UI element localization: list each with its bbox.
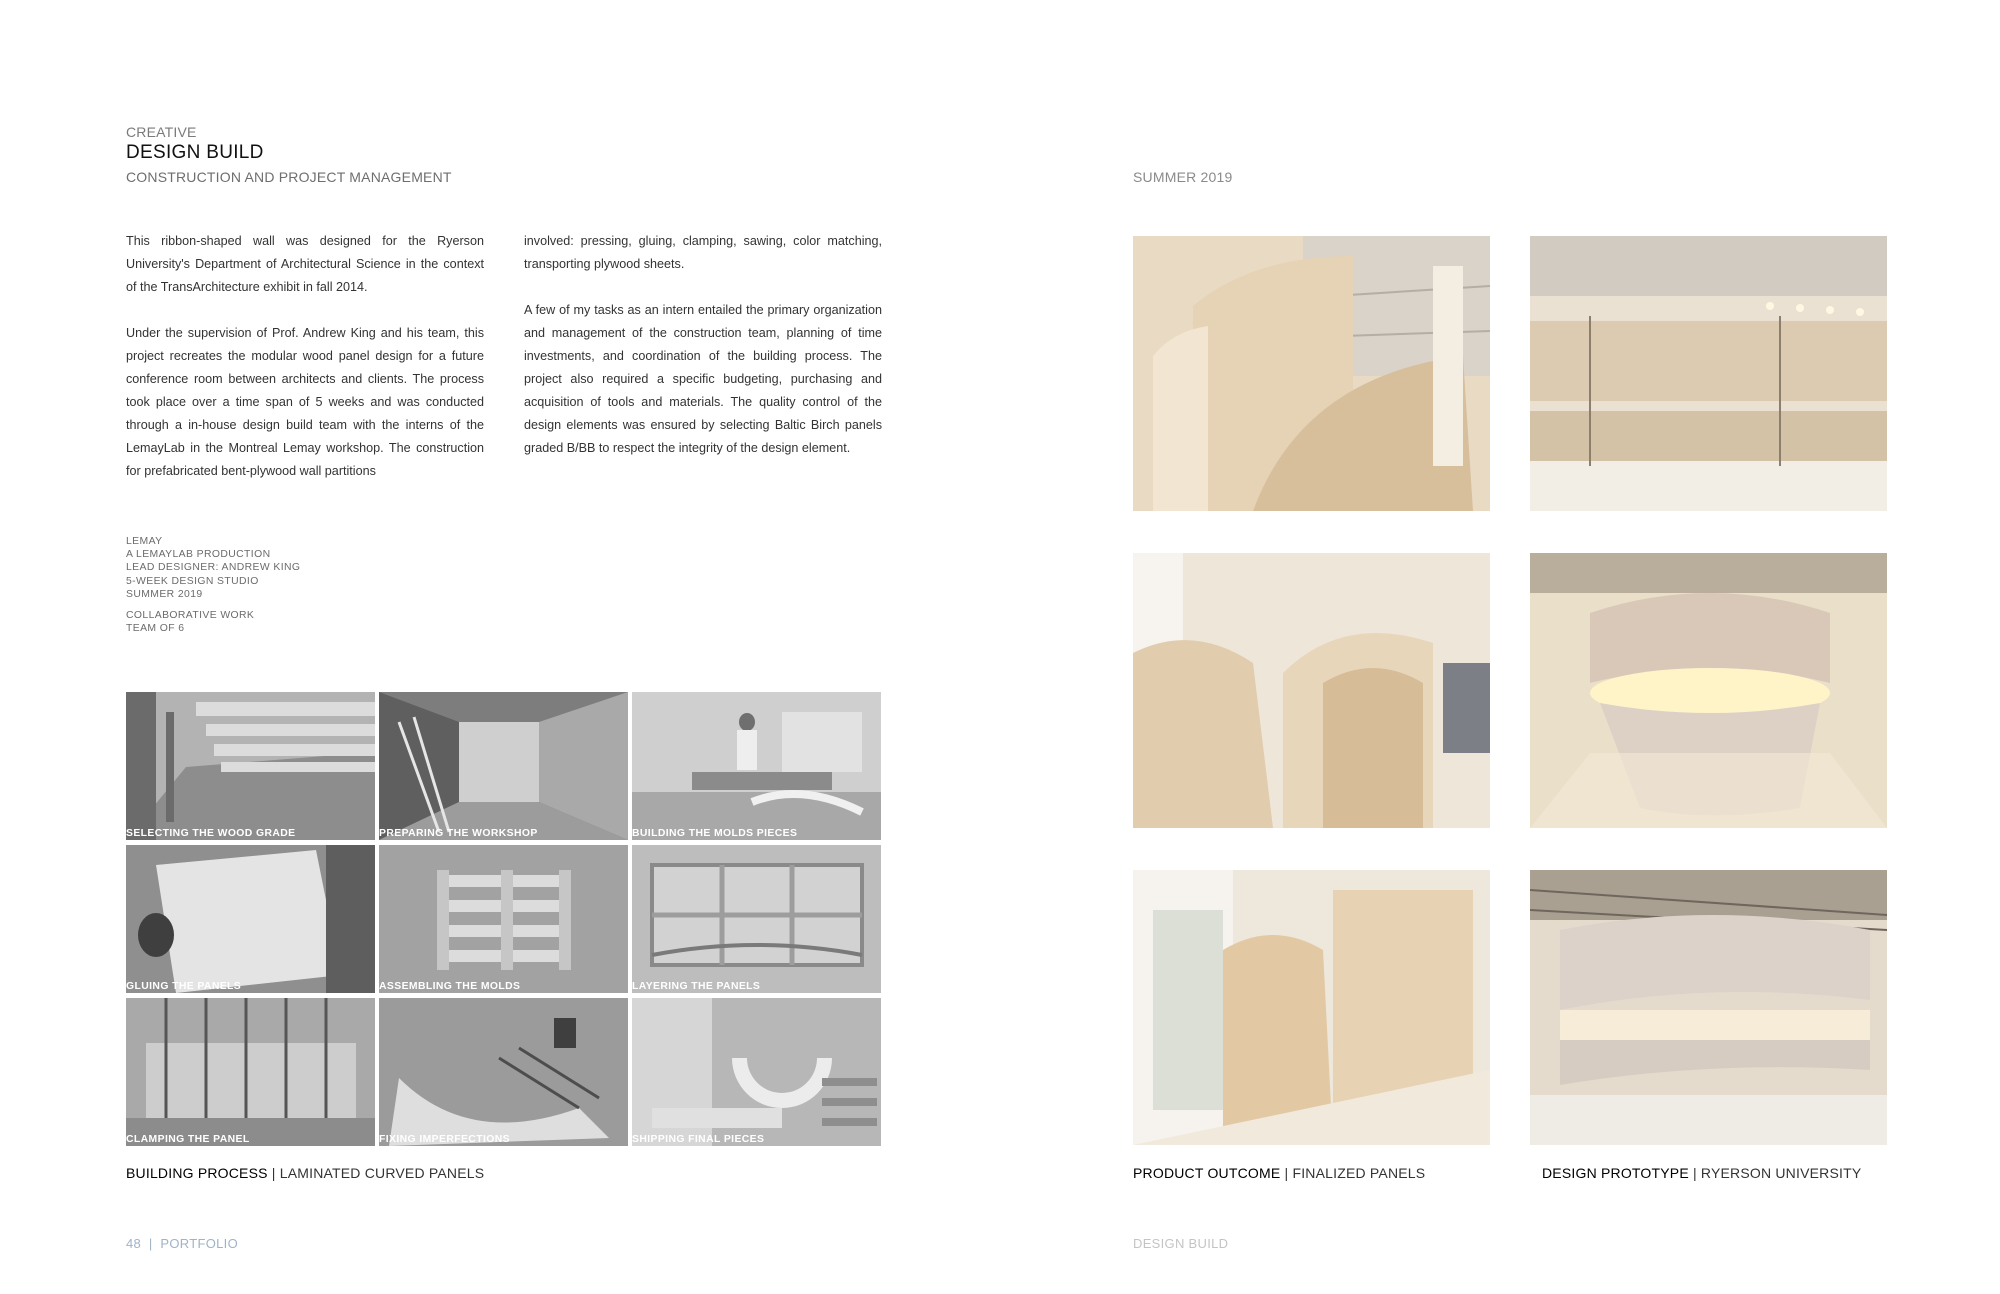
process-photo bbox=[632, 845, 881, 993]
process-photo bbox=[126, 692, 375, 840]
process-photo-grid bbox=[126, 692, 882, 1146]
tile-caption: CLAMPING THE PANEL bbox=[126, 1134, 250, 1145]
credit-line: TEAM OF 6 bbox=[126, 623, 185, 635]
credit-line: 5-WEEK DESIGN STUDIO bbox=[126, 575, 259, 587]
text-column-right bbox=[524, 230, 882, 483]
photo-fixing-imperfections bbox=[379, 998, 628, 1146]
tile-caption: SHIPPING FINAL PIECES bbox=[632, 1134, 765, 1145]
tile-caption: FIXING IMPERFECTIONS bbox=[379, 1134, 510, 1145]
paragraph: involved: pressing, gluing, clamping, sawing, color matching, transporting plywood sheets. bbox=[524, 234, 882, 271]
photo-molds-worker bbox=[632, 692, 881, 840]
caption-separator: | bbox=[1692, 1165, 1697, 1181]
section-kicker: CREATIVE bbox=[126, 124, 197, 140]
caption-separator: | bbox=[271, 1165, 276, 1181]
tile-caption: PREPARING THE WORKSHOP bbox=[379, 828, 538, 839]
photo-lumber-racks bbox=[126, 692, 375, 840]
photo-workshop-corridor bbox=[379, 692, 628, 840]
photo-prototype-lit-wall bbox=[1530, 553, 1887, 828]
project-date: SUMMER 2019 bbox=[1133, 169, 1233, 185]
photo-outcome-curved-panels bbox=[1133, 236, 1490, 511]
credit-line: COLLABORATIVE WORK bbox=[126, 610, 255, 622]
tile-caption: GLUING THE PANELS bbox=[126, 981, 242, 992]
photo-shipping-pieces bbox=[632, 998, 881, 1146]
text-column-left bbox=[126, 230, 484, 506]
caption-design-prototype bbox=[1542, 1165, 1861, 1181]
caption-bold: BUILDING PROCESS bbox=[126, 1165, 268, 1181]
caption-bold: DESIGN PROTOTYPE bbox=[1542, 1165, 1689, 1181]
caption-building-process bbox=[126, 1165, 484, 1181]
photo-assembling-molds bbox=[379, 845, 628, 993]
project-credits bbox=[126, 535, 300, 643]
page-subtitle: CONSTRUCTION AND PROJECT MANAGEMENT bbox=[126, 169, 452, 185]
page-footer-left bbox=[126, 1236, 238, 1251]
tile-caption: BUILDING THE MOLDS PIECES bbox=[632, 828, 798, 839]
paragraph: Under the supervision of Prof. Andrew King and his team, this project recreates the modular wood panel design for a future conference room between architects and clients. The process took place over a time span of 5 weeks and was conducted through a in-house design build team with the interns of the LemayLab in the Montreal Lemay workshop. The construction for prefabricated bent-plywood wall partitions bbox=[126, 326, 484, 478]
credit-line: SUMMER 2019 bbox=[126, 588, 203, 600]
credit-line: LEAD DESIGNER: ANDREW KING bbox=[126, 562, 301, 574]
footer-book-title: PORTFOLIO bbox=[160, 1236, 238, 1251]
photo-gluing-panels bbox=[126, 845, 375, 993]
photo-prototype-gallery bbox=[1530, 236, 1887, 511]
photo-outcome-single-panel bbox=[1133, 870, 1490, 1145]
process-photo bbox=[379, 692, 628, 840]
caption-product-outcome bbox=[1133, 1165, 1425, 1181]
photo-layering-panels bbox=[632, 845, 881, 993]
caption-text: LAMINATED CURVED PANELS bbox=[279, 1165, 485, 1181]
caption-text: RYERSON UNIVERSITY bbox=[1700, 1165, 1862, 1181]
process-photo bbox=[632, 692, 881, 840]
caption-bold: PRODUCT OUTCOME bbox=[1133, 1165, 1281, 1181]
tile-caption: LAYERING THE PANELS bbox=[632, 981, 761, 992]
credit-line: LEMAY bbox=[126, 536, 163, 547]
tile-caption: ASSEMBLING THE MOLDS bbox=[379, 981, 521, 992]
page-number: 48 bbox=[126, 1236, 142, 1251]
page-footer-section: DESIGN BUILD bbox=[1133, 1236, 1229, 1251]
photo-prototype-ribbon-wall bbox=[1530, 870, 1887, 1145]
photo-outcome-panel-detail bbox=[1133, 553, 1490, 828]
page-title: DESIGN BUILD bbox=[126, 142, 264, 163]
footer-separator: | bbox=[148, 1236, 153, 1251]
caption-separator: | bbox=[1284, 1165, 1289, 1181]
photo-clamping-panel bbox=[126, 998, 375, 1146]
caption-text: FINALIZED PANELS bbox=[1292, 1165, 1426, 1181]
paragraph: This ribbon-shaped wall was designed for the Ryerson University's Department of Architectural Science in the context of the TransArchitecture exhibit in fall 2014. bbox=[126, 234, 484, 294]
process-photo bbox=[126, 845, 375, 993]
paragraph: A few of my tasks as an intern entailed the primary organization and management of the construction team, planning of time investments, and coordination of the building process. The project also required a specific budgeting, purchasing and acquisition of tools and materials. The quality control of the design elements was ensured by selecting Baltic Birch panels graded B/BB to respect the integrity of the design element. bbox=[524, 303, 882, 455]
process-photo bbox=[632, 998, 881, 1146]
process-photo bbox=[379, 998, 628, 1146]
process-photo bbox=[126, 998, 375, 1146]
credit-line: A LEMAYLAB PRODUCTION bbox=[126, 549, 271, 561]
process-photo bbox=[379, 845, 628, 993]
tile-caption: SELECTING THE WOOD GRADE bbox=[126, 828, 296, 839]
